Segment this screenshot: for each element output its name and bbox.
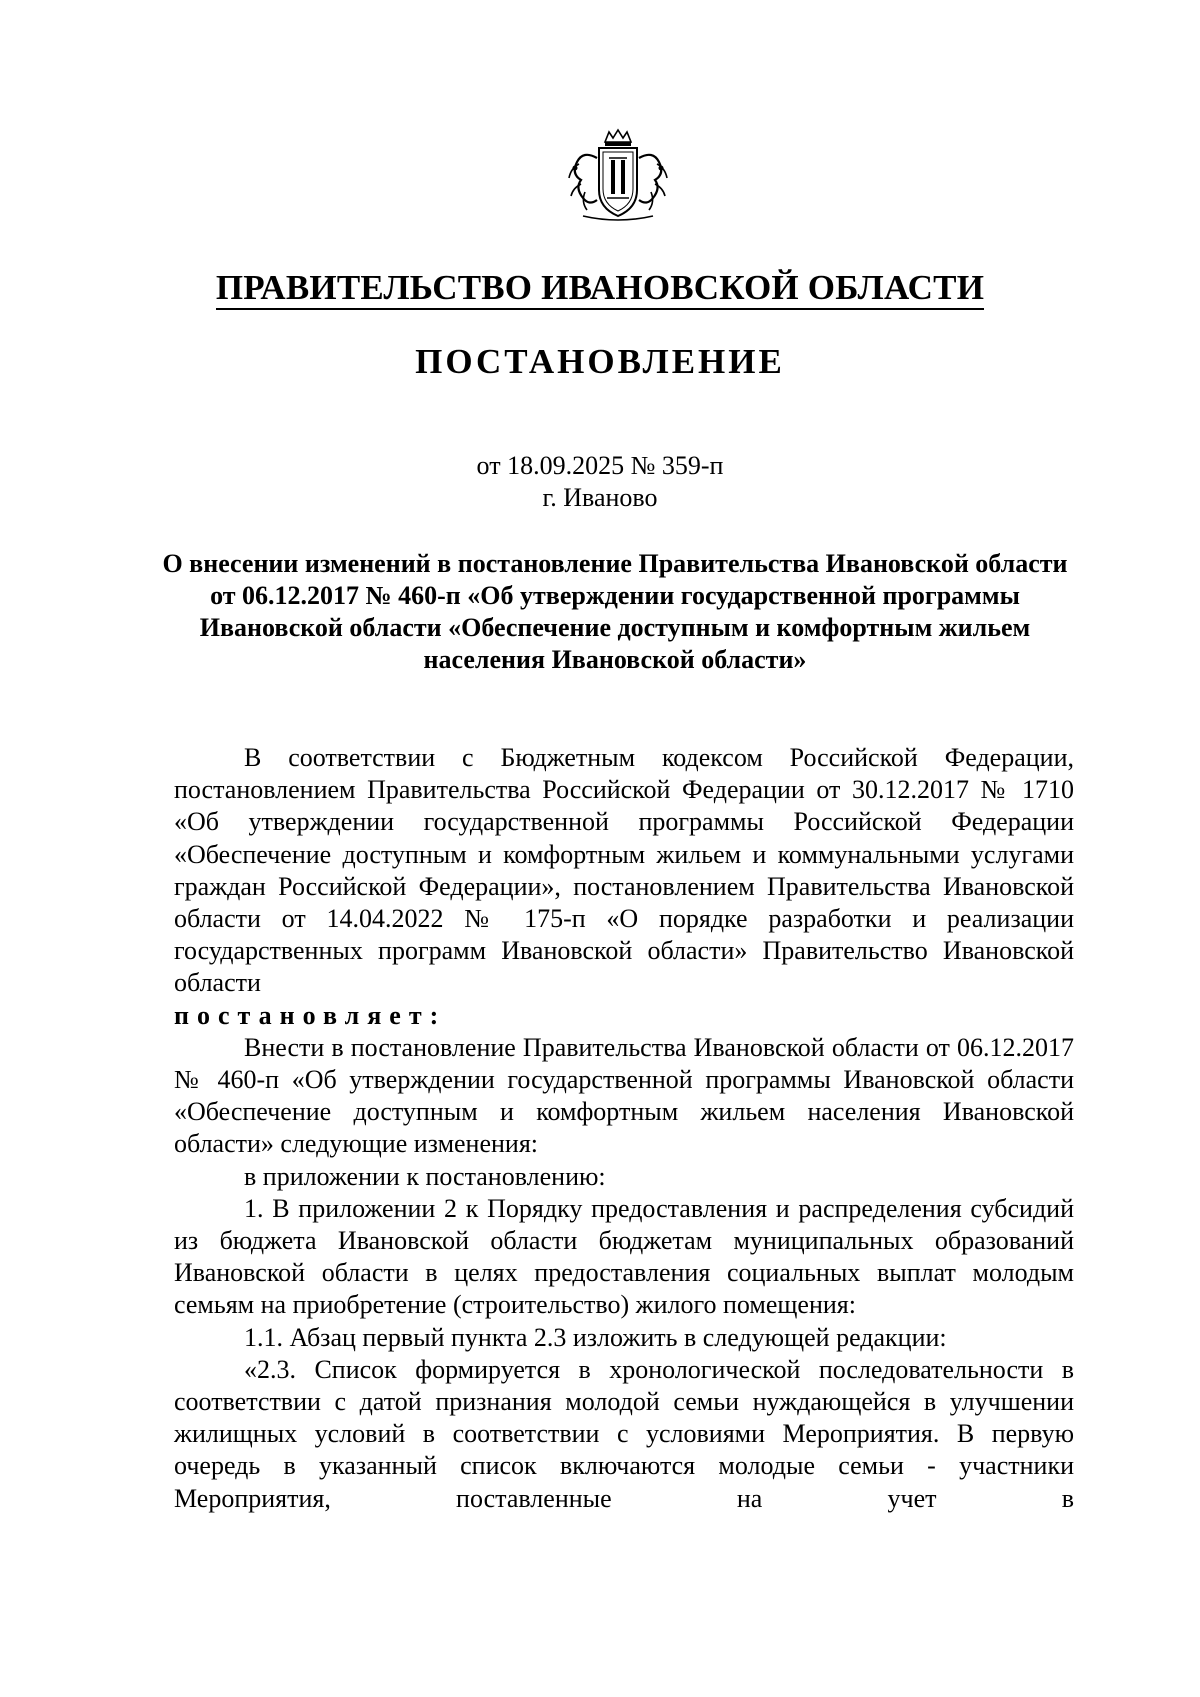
ivanovo-coat-of-arms-icon <box>553 128 683 226</box>
document-date-number: от 18.09.2025 № 359-п <box>476 451 724 480</box>
decree-word: постановляет: <box>174 1000 447 1030</box>
body-paragraph-1: Внести в постановление Правительства Ивановской области от 06.12.2017 № 460-п «Об утверждении государственной программы Ивановской области «Обеспечение доступным и комфортным жильем населения Ивановской области» следующие изменения: <box>174 1032 1074 1159</box>
document-type: ПОСТАНОВЛЕНИЕ <box>415 342 785 381</box>
body-paragraph-5: «2.3. Список формируется в хронологической последовательности в соответствии с датой признания молодой семьи нуждающейся в улучшении жилищных условий в соответствии с условиями Мероприятия. В первую очередь в указанный список включаются молодые семьи - участники Мероприятия, поставленные на учет в <box>174 1354 1074 1513</box>
decree-paragraph <box>174 1000 1074 1032</box>
body-paragraph-3: 1. В приложении 2 к Порядку предоставления и распределения субсидий из бюджета Ивановской области бюджетам муниципальных образований Ивановской области в целях предоставления социальных выплат молодым семьям на приобретение (строительство) жилого помещения: <box>174 1193 1074 1320</box>
document-heading: О внесении изменений в постановление Правительства Ивановской области от 06.12.2017 № 460-п «Об утверждении государственной программы Ивановской области «Обеспечение доступным и комфортным жильем населения Ивановской области» <box>162 549 1068 674</box>
document-body <box>174 742 1074 1515</box>
body-paragraph-2: в приложении к постановлению: <box>244 1161 606 1191</box>
preamble-paragraph: В соответствии с Бюджетным кодексом Российской Федерации, постановлением Правительства Российской Федерации от 30.12.2017 № 1710 «Об утверждении государственной программы Российской Федерации «Обеспечение доступным и комфортным жильем и коммунальными услугами граждан Российской Федерации», постановлением Правительства Ивановской области от 14.04.2022 № 175-п «О порядке разработки и реализации государственных программ Ивановской области» Правительство Ивановской области <box>174 743 1074 998</box>
government-title: ПРАВИТЕЛЬСТВО ИВАНОВСКОЙ ОБЛАСТИ <box>0 268 1200 308</box>
document-city: г. Иваново <box>542 483 658 512</box>
body-paragraph-4: 1.1. Абзац первый пункта 2.3 изложить в следующей редакции: <box>244 1322 947 1352</box>
